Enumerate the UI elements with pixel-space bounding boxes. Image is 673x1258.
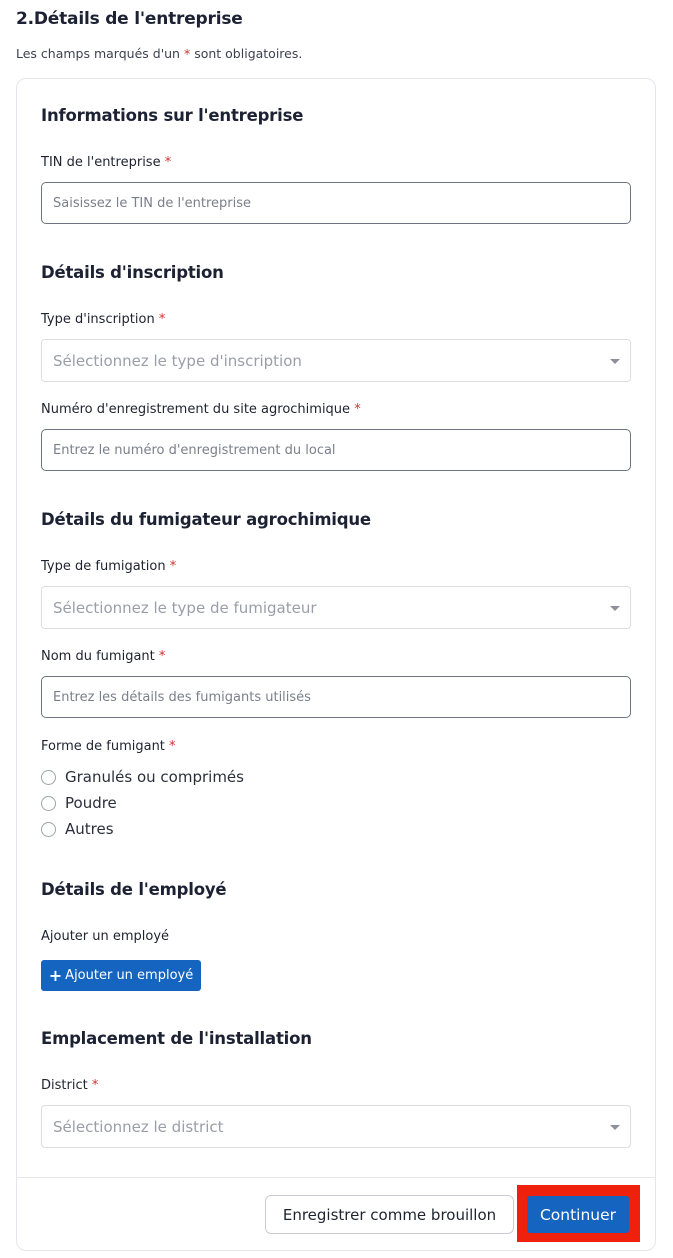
district-placeholder: Sélectionnez le district bbox=[53, 1118, 224, 1136]
required-note-after: sont obligatoires. bbox=[194, 46, 303, 61]
tin-input[interactable] bbox=[41, 182, 631, 224]
district-label-text: District bbox=[41, 1078, 88, 1093]
required-fields-note bbox=[16, 46, 302, 61]
radio-label: Autres bbox=[65, 820, 114, 838]
radio-label: Poudre bbox=[65, 794, 117, 812]
chevron-down-icon bbox=[610, 606, 620, 611]
section-title-employee: Détails de l'employé bbox=[41, 880, 227, 899]
required-asterisk: * bbox=[183, 46, 191, 61]
radio-option-powder[interactable] bbox=[41, 793, 117, 813]
fumigation-type-select[interactable] bbox=[41, 586, 631, 629]
fumigant-form-label-text: Forme de fumigant bbox=[41, 739, 165, 754]
registration-type-label bbox=[41, 312, 165, 327]
form-card bbox=[16, 78, 656, 1251]
required-asterisk: * bbox=[164, 155, 172, 170]
footer-divider bbox=[17, 1177, 655, 1178]
add-employee-button-label: Ajouter un employé bbox=[65, 968, 194, 983]
required-asterisk: * bbox=[91, 1078, 99, 1093]
site-number-label-text: Numéro d'enregistrement du site agrochimique bbox=[41, 402, 351, 417]
section-title-fumigator: Détails du fumigateur agrochimique bbox=[41, 510, 371, 529]
radio-label: Granulés ou comprimés bbox=[65, 768, 244, 786]
save-draft-button[interactable]: Enregistrer comme brouillon bbox=[265, 1195, 514, 1234]
add-employee-label: Ajouter un employé bbox=[41, 929, 170, 944]
fumigation-type-label-text: Type de fumigation bbox=[41, 559, 166, 574]
registration-type-placeholder: Sélectionnez le type d'inscription bbox=[53, 352, 302, 370]
required-asterisk: * bbox=[169, 739, 176, 754]
district-label bbox=[41, 1078, 98, 1093]
fumigant-form-label bbox=[41, 739, 176, 754]
registration-type-select[interactable] bbox=[41, 339, 631, 382]
site-number-label bbox=[41, 402, 361, 417]
continue-button[interactable]: Continuer bbox=[527, 1196, 629, 1233]
required-asterisk: * bbox=[354, 402, 361, 417]
radio-option-other[interactable] bbox=[41, 819, 114, 839]
radio-button[interactable] bbox=[41, 770, 56, 785]
radio-button[interactable] bbox=[41, 822, 56, 837]
required-asterisk: * bbox=[169, 559, 177, 574]
fumigant-name-label bbox=[41, 649, 165, 664]
site-number-input[interactable] bbox=[41, 429, 631, 471]
tin-label-text: TIN de l'entreprise bbox=[41, 155, 161, 170]
section-title-registration: Détails d'inscription bbox=[41, 263, 224, 282]
section-title-location: Emplacement de l'installation bbox=[41, 1029, 312, 1048]
radio-option-granules[interactable] bbox=[41, 767, 244, 787]
required-asterisk: * bbox=[158, 649, 166, 664]
section-title-company-info: Informations sur l'entreprise bbox=[41, 106, 304, 125]
required-asterisk: * bbox=[158, 312, 166, 327]
fumigation-type-label bbox=[41, 559, 176, 574]
fumigation-type-placeholder: Sélectionnez le type de fumigateur bbox=[53, 599, 317, 617]
chevron-down-icon bbox=[610, 1125, 620, 1130]
fumigant-name-input[interactable] bbox=[41, 676, 631, 718]
page-title: 2.Détails de l'entreprise bbox=[16, 9, 243, 29]
add-employee-button[interactable] bbox=[41, 960, 201, 991]
fumigant-name-label-text: Nom du fumigant bbox=[41, 649, 155, 664]
registration-type-label-text: Type d'inscription bbox=[41, 312, 155, 327]
chevron-down-icon bbox=[610, 359, 620, 364]
district-select[interactable] bbox=[41, 1105, 631, 1148]
tin-label bbox=[41, 155, 171, 170]
plus-icon: + bbox=[48, 965, 63, 985]
required-note-before: Les champs marqués d'un bbox=[16, 46, 180, 61]
radio-button[interactable] bbox=[41, 796, 56, 811]
